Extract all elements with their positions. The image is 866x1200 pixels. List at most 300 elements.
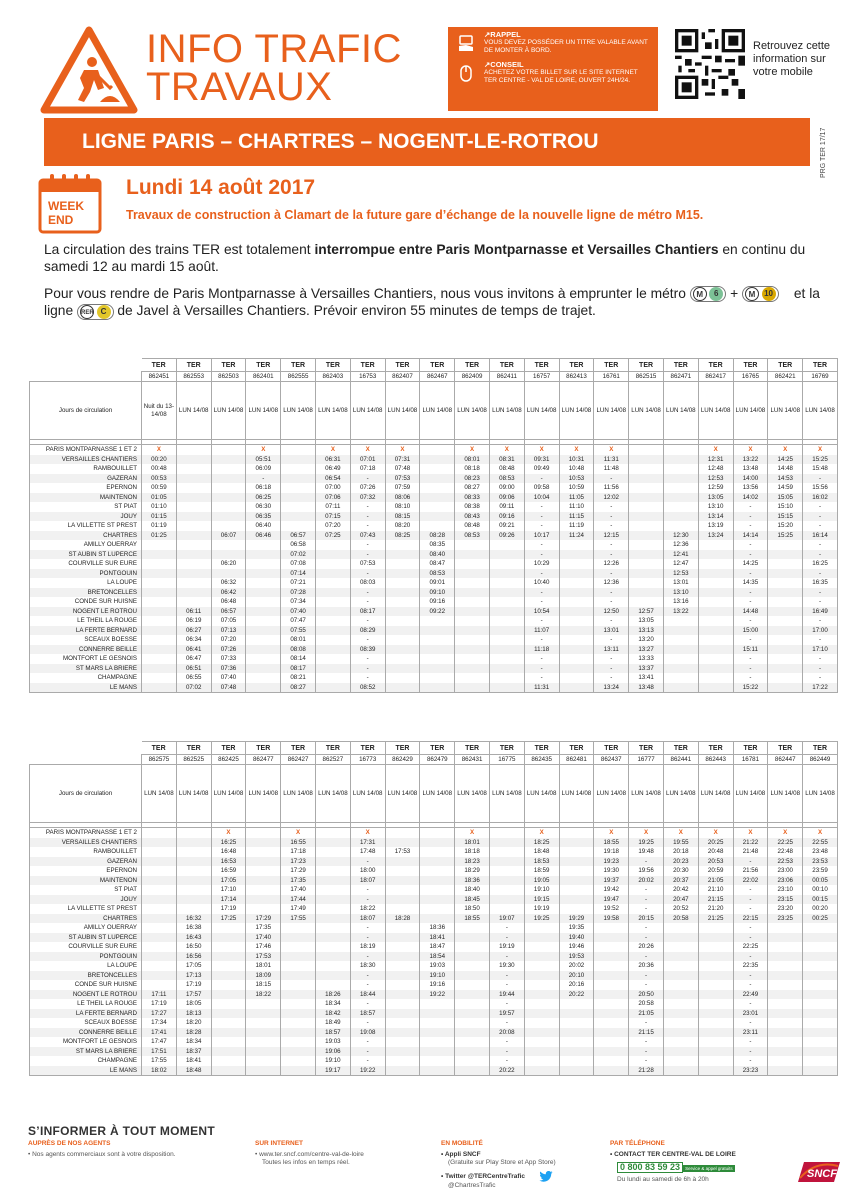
time-cell <box>246 664 281 674</box>
time-cell: 08:08 <box>281 645 316 655</box>
train-type: TER <box>803 742 838 755</box>
time-cell <box>455 961 490 971</box>
time-cell: 16:50 <box>176 942 211 952</box>
time-cell: 20:23 <box>663 857 698 867</box>
station-row <box>30 990 838 1000</box>
time-cell <box>663 942 698 952</box>
line-banner: LIGNE PARIS – CHARTRES – NOGENT-LE-ROTROU <box>44 118 810 166</box>
time-cell: 21:22 <box>733 838 768 848</box>
time-cell: 08:29 <box>350 626 385 636</box>
station-name: ST AUBIN ST LUPERCE <box>30 933 142 943</box>
time-cell: 08:25 <box>385 531 420 541</box>
station-row <box>30 645 838 655</box>
time-cell: 12:50 <box>594 607 629 617</box>
time-cell: 08:47 <box>420 559 455 569</box>
time-cell: 17:47 <box>142 1037 177 1047</box>
time-cell: 16:53 <box>211 857 246 867</box>
time-cell <box>315 645 350 655</box>
train-number: 16781 <box>733 755 768 765</box>
time-cell <box>524 1009 559 1019</box>
info-box <box>448 27 658 111</box>
time-cell: 18:18 <box>455 847 490 857</box>
train-number: 862407 <box>385 372 420 382</box>
time-cell <box>768 626 803 636</box>
station-name: LA FERTE BERNARD <box>30 626 142 636</box>
time-cell: - <box>803 540 838 550</box>
station-name: COURVILLE SUR EURE <box>30 559 142 569</box>
time-cell <box>420 828 455 838</box>
time-cell: 18:26 <box>315 990 350 1000</box>
time-cell <box>629 559 664 569</box>
time-cell <box>455 1056 490 1066</box>
time-cell <box>663 645 698 655</box>
time-cell <box>246 866 281 876</box>
station-row <box>30 635 838 645</box>
time-cell <box>246 895 281 905</box>
time-cell <box>281 512 316 522</box>
time-cell <box>246 1009 281 1019</box>
time-cell <box>768 550 803 560</box>
time-cell <box>142 645 177 655</box>
time-cell: 22:55 <box>803 838 838 848</box>
time-cell <box>524 1018 559 1028</box>
time-cell: 16:35 <box>803 578 838 588</box>
time-cell: 13:13 <box>629 626 664 636</box>
time-cell <box>385 683 420 693</box>
time-cell <box>698 1037 733 1047</box>
time-cell <box>211 923 246 933</box>
station-row <box>30 512 838 522</box>
time-cell: - <box>489 980 524 990</box>
time-cell: - <box>350 885 385 895</box>
train-days: LUN 14/08 <box>420 765 455 823</box>
time-cell <box>524 961 559 971</box>
time-cell: 06:51 <box>176 664 211 674</box>
time-cell <box>663 1009 698 1019</box>
time-cell: 13:22 <box>733 455 768 465</box>
train-type: TER <box>698 359 733 372</box>
station-row <box>30 540 838 550</box>
web-link[interactable]: www.ter.sncf.com/centre-val-de-loire <box>259 1150 364 1158</box>
time-cell: 15:00 <box>733 626 768 636</box>
time-cell <box>420 645 455 655</box>
time-cell: X <box>803 445 838 455</box>
time-cell <box>176 521 211 531</box>
time-cell: 20:58 <box>663 914 698 924</box>
time-cell <box>385 980 420 990</box>
time-cell <box>211 961 246 971</box>
time-cell <box>803 990 838 1000</box>
station-row <box>30 607 838 617</box>
time-cell <box>315 847 350 857</box>
time-cell: 17:44 <box>281 895 316 905</box>
station-row <box>30 866 838 876</box>
time-cell: - <box>350 933 385 943</box>
time-cell: 22:25 <box>733 942 768 952</box>
time-cell: 17:27 <box>142 1009 177 1019</box>
station-name: JOUY <box>30 895 142 905</box>
time-cell <box>420 895 455 905</box>
time-cell: 16:55 <box>281 838 316 848</box>
time-cell <box>420 857 455 867</box>
weekend-calendar-icon <box>38 172 102 234</box>
time-cell <box>594 990 629 1000</box>
time-cell: 08:06 <box>385 493 420 503</box>
time-cell <box>315 664 350 674</box>
time-cell: 12:48 <box>698 464 733 474</box>
station-name: PONTGOUIN <box>30 569 142 579</box>
train-type: TER <box>142 742 177 755</box>
time-cell: 18:54 <box>420 952 455 962</box>
station-name: LE MANS <box>30 683 142 693</box>
train-days: LUN 14/08 <box>455 765 490 823</box>
time-cell <box>385 1056 420 1066</box>
station-name: COURVILLE SUR EURE <box>30 942 142 952</box>
time-cell <box>663 1028 698 1038</box>
time-cell <box>420 483 455 493</box>
train-days: LUN 14/08 <box>489 382 524 440</box>
time-cell: 15:48 <box>803 464 838 474</box>
time-cell <box>803 923 838 933</box>
time-cell <box>559 876 594 886</box>
train-days: LUN 14/08 <box>594 382 629 440</box>
time-cell: 01:19 <box>142 521 177 531</box>
time-cell: 17:25 <box>211 914 246 924</box>
train-type: TER <box>489 359 524 372</box>
time-cell: 10:54 <box>524 607 559 617</box>
days-label: Jours de circulation <box>30 765 142 823</box>
time-cell <box>629 569 664 579</box>
mobile-title: EN MOBILITÉ <box>441 1140 483 1147</box>
time-cell <box>281 1009 316 1019</box>
time-cell: 19:48 <box>629 847 664 857</box>
time-cell: 00:20 <box>142 455 177 465</box>
time-cell <box>698 1066 733 1076</box>
time-cell: 09:00 <box>489 483 524 493</box>
time-cell: 06:57 <box>211 607 246 617</box>
time-cell: 17:53 <box>385 847 420 857</box>
time-cell <box>663 683 698 693</box>
time-cell: - <box>594 588 629 598</box>
time-cell: 18:47 <box>420 942 455 952</box>
time-cell <box>559 857 594 867</box>
time-cell: 07:34 <box>281 597 316 607</box>
train-number: 862443 <box>698 755 733 765</box>
time-cell <box>803 980 838 990</box>
time-cell <box>489 683 524 693</box>
time-cell <box>698 645 733 655</box>
time-cell <box>315 559 350 569</box>
time-cell <box>559 1009 594 1019</box>
time-cell <box>698 664 733 674</box>
time-cell <box>559 578 594 588</box>
time-cell <box>211 933 246 943</box>
time-cell: 08:01 <box>281 635 316 645</box>
station-row <box>30 502 838 512</box>
days-row <box>30 382 838 440</box>
time-cell: 18:34 <box>315 999 350 1009</box>
time-cell <box>176 512 211 522</box>
time-cell: - <box>733 550 768 560</box>
time-cell: 13:41 <box>629 673 664 683</box>
time-cell <box>768 1066 803 1076</box>
time-cell: - <box>733 540 768 550</box>
station-row <box>30 933 838 943</box>
time-cell <box>594 952 629 962</box>
time-cell <box>246 828 281 838</box>
train-number: 862527 <box>315 755 350 765</box>
qr-code[interactable] <box>675 29 745 99</box>
train-type: TER <box>559 359 594 372</box>
time-cell: 17:05 <box>211 876 246 886</box>
time-cell: - <box>350 952 385 962</box>
station-row <box>30 445 838 455</box>
time-cell <box>420 512 455 522</box>
time-cell: 06:18 <box>246 483 281 493</box>
time-cell <box>489 866 524 876</box>
train-number: 862441 <box>663 755 698 765</box>
time-cell <box>663 483 698 493</box>
time-cell <box>698 961 733 971</box>
phone-title: PAR TÉLÉPHONE <box>610 1140 665 1147</box>
time-cell: - <box>803 635 838 645</box>
time-cell: 19:10 <box>315 1056 350 1066</box>
time-cell <box>489 616 524 626</box>
time-cell: 15:11 <box>733 645 768 655</box>
time-cell <box>698 597 733 607</box>
time-cell <box>246 588 281 598</box>
time-cell <box>385 885 420 895</box>
time-cell <box>385 1009 420 1019</box>
time-cell: 15:25 <box>768 531 803 541</box>
time-cell: 18:53 <box>524 857 559 867</box>
time-cell: 17:19 <box>142 999 177 1009</box>
twitter-link[interactable]: Twitter @TERCentreTrafic <box>445 1172 525 1180</box>
time-cell: 19:56 <box>629 866 664 876</box>
time-cell <box>211 990 246 1000</box>
time-cell <box>768 569 803 579</box>
time-cell <box>698 578 733 588</box>
time-cell <box>176 464 211 474</box>
time-cell <box>176 578 211 588</box>
time-cell: - <box>629 904 664 914</box>
time-cell <box>663 1018 698 1028</box>
time-cell <box>385 923 420 933</box>
time-cell: X <box>733 445 768 455</box>
time-cell <box>455 952 490 962</box>
time-cell <box>663 961 698 971</box>
time-cell: 07:36 <box>211 664 246 674</box>
time-cell: 20:26 <box>629 942 664 952</box>
time-cell <box>142 626 177 636</box>
station-name: ST PIAT <box>30 502 142 512</box>
train-number: 862413 <box>559 372 594 382</box>
station-row <box>30 876 838 886</box>
time-cell: 08:35 <box>420 540 455 550</box>
train-number: 862435 <box>524 755 559 765</box>
time-cell: 06:19 <box>176 616 211 626</box>
time-cell: 09:10 <box>420 588 455 598</box>
time-cell: 16:49 <box>803 607 838 617</box>
time-cell: - <box>524 550 559 560</box>
time-cell: - <box>733 952 768 962</box>
time-cell: 06:35 <box>246 512 281 522</box>
time-cell: - <box>524 588 559 598</box>
time-cell: - <box>350 895 385 905</box>
train-days: LUN 14/08 <box>524 382 559 440</box>
train-days: LUN 14/08 <box>350 765 385 823</box>
time-cell <box>455 1028 490 1038</box>
time-cell: - <box>733 616 768 626</box>
train-number: 16753 <box>350 372 385 382</box>
time-cell <box>385 578 420 588</box>
station-name: GAZERAN <box>30 474 142 484</box>
web-text: Toutes les infos en temps réel. <box>262 1159 350 1166</box>
time-cell <box>455 673 490 683</box>
time-cell: - <box>594 635 629 645</box>
time-cell: 08:52 <box>350 683 385 693</box>
station-name: CONDE SUR HUISNE <box>30 980 142 990</box>
time-cell: - <box>803 512 838 522</box>
time-cell <box>698 1028 733 1038</box>
time-cell <box>629 483 664 493</box>
station-row <box>30 1018 838 1028</box>
time-cell: 00:53 <box>142 474 177 484</box>
station-name: CHAMPAGNE <box>30 673 142 683</box>
time-cell <box>385 942 420 952</box>
time-cell: 17:19 <box>211 904 246 914</box>
time-cell <box>803 1009 838 1019</box>
time-cell <box>315 980 350 990</box>
time-cell: 18:48 <box>176 1066 211 1076</box>
time-cell <box>246 876 281 886</box>
phone-number[interactable]: 0 800 83 59 23 <box>617 1162 683 1173</box>
time-cell: 18:34 <box>176 1037 211 1047</box>
footer-web: SUR INTERNET • www.ter.sncf.com/centre-val-de-loire Toutes les infos en temps réel. <box>255 1140 425 1168</box>
time-cell: 00:48 <box>142 464 177 474</box>
station-name: PARIS MONTPARNASSE 1 ET 2 <box>30 445 142 455</box>
time-cell <box>768 664 803 674</box>
time-cell: 11:31 <box>594 455 629 465</box>
time-cell <box>281 999 316 1009</box>
train-days: LUN 14/08 <box>594 765 629 823</box>
time-cell <box>698 1018 733 1028</box>
corner-cell <box>30 372 142 382</box>
time-cell: 23:11 <box>733 1028 768 1038</box>
time-cell: X <box>698 828 733 838</box>
time-cell <box>559 683 594 693</box>
time-cell <box>315 971 350 981</box>
time-cell: 18:36 <box>455 876 490 886</box>
time-cell: - <box>594 502 629 512</box>
time-cell <box>211 455 246 465</box>
time-cell: 12:36 <box>663 540 698 550</box>
time-cell: - <box>629 1056 664 1066</box>
time-cell <box>629 521 664 531</box>
time-cell <box>420 999 455 1009</box>
metro-logo-icon: M <box>745 287 759 301</box>
hand-ticket-icon <box>456 33 476 53</box>
time-cell <box>385 597 420 607</box>
time-cell <box>768 673 803 683</box>
time-cell <box>594 1028 629 1038</box>
time-cell: - <box>350 635 385 645</box>
app-link[interactable]: Appli SNCF <box>444 1150 481 1158</box>
station-row <box>30 1056 838 1066</box>
time-cell <box>420 866 455 876</box>
time-cell <box>803 952 838 962</box>
time-cell: 18:29 <box>455 866 490 876</box>
time-cell <box>663 971 698 981</box>
time-cell: 22:02 <box>733 876 768 886</box>
time-cell <box>420 885 455 895</box>
time-cell: - <box>489 999 524 1009</box>
train-number: 862401 <box>246 372 281 382</box>
rappel-block: ↗RAPPEL VOUS DEVEZ POSSÉDER UN TITRE VALABLE AVANT DE MONTER À BORD. <box>484 31 652 55</box>
time-cell <box>142 550 177 560</box>
train-type: TER <box>420 359 455 372</box>
train-number: 16775 <box>489 755 524 765</box>
station-name: ST AUBIN ST LUPERCE <box>30 550 142 560</box>
time-cell: 08:27 <box>455 483 490 493</box>
time-cell <box>594 1056 629 1066</box>
time-cell: 16:43 <box>176 933 211 943</box>
time-cell <box>246 857 281 867</box>
time-cell <box>385 904 420 914</box>
time-cell: 08:28 <box>420 531 455 541</box>
time-cell <box>594 961 629 971</box>
time-cell <box>489 654 524 664</box>
time-cell <box>663 445 698 455</box>
rer-c-badge <box>77 304 114 320</box>
time-cell: 20:25 <box>698 838 733 848</box>
train-number: 862431 <box>455 755 490 765</box>
time-cell: 01:25 <box>142 531 177 541</box>
twitter-handle[interactable]: @ChartresTrafic <box>448 1181 496 1189</box>
time-cell <box>489 838 524 848</box>
time-cell: 07:48 <box>211 683 246 693</box>
time-cell <box>559 616 594 626</box>
time-cell: 20:48 <box>698 847 733 857</box>
time-cell <box>594 1009 629 1019</box>
time-cell <box>385 1066 420 1076</box>
time-cell: 13:05 <box>629 616 664 626</box>
time-cell: - <box>733 597 768 607</box>
time-cell: 19:55 <box>663 838 698 848</box>
time-cell <box>246 683 281 693</box>
station-row <box>30 923 838 933</box>
time-cell <box>594 999 629 1009</box>
time-cell: - <box>524 502 559 512</box>
time-cell: 17:00 <box>803 626 838 636</box>
station-name: VERSAILLES CHANTIERS <box>30 838 142 848</box>
station-row <box>30 904 838 914</box>
time-cell <box>315 866 350 876</box>
time-cell: 13:27 <box>629 645 664 655</box>
time-cell <box>211 569 246 579</box>
conseil-block: ↗CONSEIL ACHETEZ VOTRE BILLET SUR LE SITE INTERNET TER CENTRE - VAL DE LOIRE, OUVERT 24H/24. <box>484 61 652 85</box>
time-cell <box>768 1028 803 1038</box>
time-cell <box>315 569 350 579</box>
time-cell <box>281 455 316 465</box>
train-type: TER <box>246 742 281 755</box>
train-type: TER <box>246 359 281 372</box>
time-cell <box>663 521 698 531</box>
time-cell: 12:26 <box>594 559 629 569</box>
train-number: 16769 <box>803 372 838 382</box>
time-cell: 12:47 <box>663 559 698 569</box>
time-cell <box>315 914 350 924</box>
